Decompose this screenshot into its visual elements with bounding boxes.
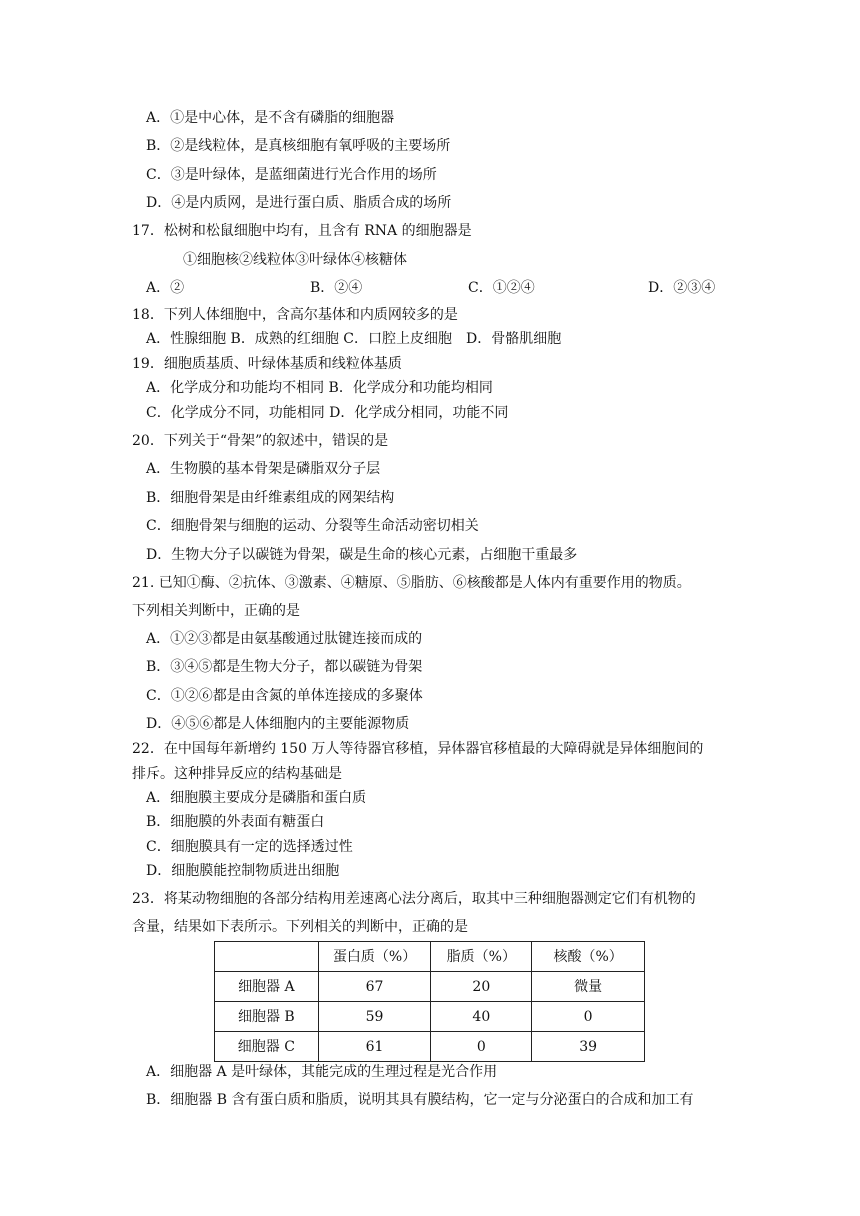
q21-stem: 21. 已知①酶、②抗体、③激素、④糖原、⑤脂肪、⑥核酸都是人体内有重要作用的物质。 bbox=[132, 575, 691, 591]
q17-items: ①细胞核②线粒体③叶绿体④核糖体 bbox=[183, 252, 407, 268]
organelle-composition-table bbox=[214, 941, 645, 1062]
table-cell: 40 bbox=[431, 1002, 532, 1032]
table-cell: 39 bbox=[532, 1032, 645, 1062]
q17-option-d: D．②③④ bbox=[648, 280, 716, 296]
q21-option-a: A．①②③都是由氨基酸通过肽键连接而成的 bbox=[146, 631, 423, 647]
q22-stem-cont: 排斥。这种排异反应的结构基础是 bbox=[132, 766, 342, 782]
table-header-cell bbox=[215, 942, 319, 972]
q17-stem: 17．松树和松鼠细胞中均有，且含有 RNA 的细胞器是 bbox=[132, 223, 472, 239]
table-row bbox=[215, 972, 645, 1002]
q22-option-d: D．细胞膜能控制物质进出细胞 bbox=[146, 863, 340, 879]
q23-option-b: B．细胞器 B 含有蛋白质和脂质，说明其具有膜结构，它一定与分泌蛋白的合成和加工有 bbox=[146, 1092, 694, 1108]
table-cell: 细胞器 A bbox=[215, 972, 319, 1002]
q21-option-c: C．①②⑥都是由含氮的单体连接成的多聚体 bbox=[146, 688, 423, 704]
table-cell: 细胞器 B bbox=[215, 1002, 319, 1032]
q22-option-c: C．细胞膜具有一定的选择透过性 bbox=[146, 839, 353, 855]
q16-option-a: A．①是中心体，是不含有磷脂的细胞器 bbox=[146, 110, 395, 126]
q16-option-c: C．③是叶绿体，是蓝细菌进行光合作用的场所 bbox=[146, 167, 437, 183]
q19-options-line-2: C．化学成分不同，功能相同 D．化学成分相同，功能不同 bbox=[146, 405, 509, 421]
q23-stem-cont: 含量，结果如下表所示。下列相关的判断中，正确的是 bbox=[132, 919, 468, 935]
q20-stem: 20．下列关于“骨架”的叙述中，错误的是 bbox=[132, 433, 389, 449]
table-header-cell: 脂质（%） bbox=[431, 942, 532, 972]
table-header-cell: 核酸（%） bbox=[532, 942, 645, 972]
q20-option-b: B．细胞骨架是由纤维素组成的网架结构 bbox=[146, 490, 395, 506]
table-cell: 59 bbox=[318, 1002, 431, 1032]
q22-option-b: B．细胞膜的外表面有糖蛋白 bbox=[146, 814, 325, 830]
q18-stem: 18．下列人体细胞中，含高尔基体和内质网较多的是 bbox=[132, 307, 458, 323]
q23-option-a: A．细胞器 A 是叶绿体，其能完成的生理过程是光合作用 bbox=[146, 1064, 498, 1080]
table-cell: 67 bbox=[318, 972, 431, 1002]
q21-stem-cont: 下列相关判断中，正确的是 bbox=[132, 603, 300, 619]
table-cell: 61 bbox=[318, 1032, 431, 1062]
table-cell: 微量 bbox=[532, 972, 645, 1002]
q20-option-a: A．生物膜的基本骨架是磷脂双分子层 bbox=[146, 461, 381, 477]
q18-options: A．性腺细胞 B．成熟的红细胞 C．口腔上皮细胞 D．骨骼肌细胞 bbox=[146, 331, 562, 347]
table-row bbox=[215, 1002, 645, 1032]
table-cell: 0 bbox=[532, 1002, 645, 1032]
table-header-row bbox=[215, 942, 645, 972]
q20-option-d: D．生物大分子以碳链为骨架，碳是生命的核心元素，占细胞干重最多 bbox=[146, 547, 578, 563]
q23-stem: 23．将某动物细胞的各部分结构用差速离心法分离后，取其中三种细胞器测定它们有机物的 bbox=[132, 891, 696, 907]
q21-option-d: D．④⑤⑥都是人体细胞内的主要能源物质 bbox=[146, 716, 410, 732]
table-cell: 细胞器 C bbox=[215, 1032, 319, 1062]
table-header-cell: 蛋白质（%） bbox=[318, 942, 431, 972]
q19-stem: 19．细胞质基质、叶绿体基质和线粒体基质 bbox=[132, 356, 402, 372]
q17-option-a: A．② bbox=[146, 280, 185, 296]
table-cell: 20 bbox=[431, 972, 532, 1002]
q17-option-c: C．①②④ bbox=[468, 280, 535, 296]
q16-option-b: B．②是线粒体，是真核细胞有氧呼吸的主要场所 bbox=[146, 138, 451, 154]
q22-option-a: A．细胞膜主要成分是磷脂和蛋白质 bbox=[146, 790, 367, 806]
q16-option-d: D．④是内质网，是进行蛋白质、脂质合成的场所 bbox=[146, 195, 452, 211]
q21-option-b: B．③④⑤都是生物大分子，都以碳链为骨架 bbox=[146, 659, 423, 675]
q17-option-b: B．②④ bbox=[310, 280, 363, 296]
table-cell: 0 bbox=[431, 1032, 532, 1062]
q20-option-c: C．细胞骨架与细胞的运动、分裂等生命活动密切相关 bbox=[146, 518, 479, 534]
table-row bbox=[215, 1032, 645, 1062]
q19-options-line-1: A．化学成分和功能均不相同 B．化学成分和功能均相同 bbox=[146, 380, 493, 396]
q22-stem: 22．在中国每年新增约 150 万人等待器官移植，异体器官移植最的大障碍就是异体细胞间的 bbox=[132, 741, 704, 757]
